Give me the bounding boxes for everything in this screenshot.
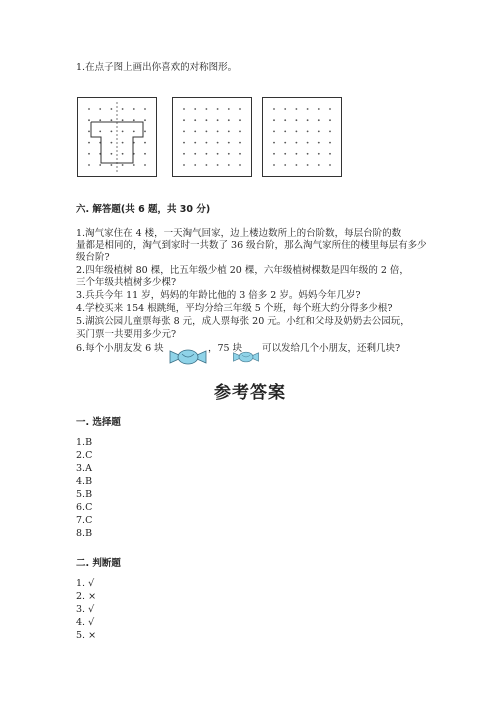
question-1-text: 1.在点子图上画出你喜欢的对称图形。 xyxy=(76,62,238,73)
grid-dot xyxy=(111,153,113,155)
grid-dot xyxy=(133,164,135,166)
judge-answer: 3. √ xyxy=(76,604,95,615)
grid-dot xyxy=(194,131,196,133)
judge-heading: 二. 判断题 xyxy=(76,558,121,569)
grid-dot xyxy=(239,142,241,144)
grid-dot xyxy=(307,164,309,166)
choice-answer: 5.B xyxy=(76,489,93,500)
grid-dot xyxy=(228,108,230,110)
section-6-heading: 六. 解答题(共 6 题，共 30 分) xyxy=(76,204,211,215)
grid-dot xyxy=(99,164,101,166)
grid-dot xyxy=(329,142,331,144)
grid-dot xyxy=(122,164,124,166)
grid-dot xyxy=(273,131,275,133)
dot-grid-blank-1 xyxy=(172,97,252,177)
grid-dot xyxy=(206,131,208,133)
choice-answer: 4.B xyxy=(76,476,93,487)
grid-dot xyxy=(122,153,124,155)
grid-dot xyxy=(239,119,241,121)
grid-dot xyxy=(206,142,208,144)
grid-dot xyxy=(329,164,331,166)
grid-dot xyxy=(296,142,298,144)
problem-line: 买门票一共要用多少元? xyxy=(76,329,177,340)
grid-dot xyxy=(273,153,275,155)
grid-dot xyxy=(206,108,208,110)
grid-dot xyxy=(296,153,298,155)
grid-dot xyxy=(329,108,331,110)
dot-grid-drawn xyxy=(77,97,157,177)
problem-line: 级台阶? xyxy=(76,252,110,263)
choice-answer: 8.B xyxy=(76,528,93,539)
grid-dot xyxy=(144,153,146,155)
grid-dot xyxy=(88,153,90,155)
grid-dot xyxy=(183,119,185,121)
grid-dot xyxy=(133,131,135,133)
grid-dot xyxy=(144,142,146,144)
grid-dot xyxy=(183,108,185,110)
grid-dot xyxy=(296,108,298,110)
grid-dot xyxy=(217,142,219,144)
grid-dot xyxy=(318,142,320,144)
grid-dot xyxy=(183,142,185,144)
grid-dot xyxy=(122,108,124,110)
grid-dot xyxy=(217,108,219,110)
grid-dot xyxy=(183,153,185,155)
grid-dot xyxy=(296,131,298,133)
grid-dot xyxy=(183,164,185,166)
grid-dot xyxy=(88,119,90,121)
grid-dot xyxy=(122,119,124,121)
grid-dot xyxy=(273,108,275,110)
grid-dot xyxy=(284,119,286,121)
grid-dot xyxy=(284,131,286,133)
grid-dot xyxy=(239,108,241,110)
grid-dot xyxy=(239,153,241,155)
grid-dot xyxy=(122,131,124,133)
grid-dot xyxy=(318,119,320,121)
problem-line: 2.四年级植树 80 棵，比五年级少植 20 棵，六年级植树棵数是四年级的 2 倍， xyxy=(76,265,409,276)
grid-dot xyxy=(217,119,219,121)
grid-dot xyxy=(318,153,320,155)
answer-title: 参考答案 xyxy=(214,383,286,403)
grid-dot xyxy=(144,108,146,110)
grid-dot xyxy=(194,164,196,166)
problem-line: 三个年级共植树多少棵? xyxy=(76,277,177,288)
grid-dot xyxy=(88,142,90,144)
grid-dot xyxy=(284,164,286,166)
grid-dot xyxy=(133,108,135,110)
choice-answer: 3.A xyxy=(76,463,92,474)
grid-dot xyxy=(239,164,241,166)
grid-dot xyxy=(133,119,135,121)
grid-dot xyxy=(296,119,298,121)
grid-dot xyxy=(111,108,113,110)
grid-dot xyxy=(99,119,101,121)
grid-dot xyxy=(318,131,320,133)
grid-dot xyxy=(144,131,146,133)
grid-dot xyxy=(206,119,208,121)
grid-dot xyxy=(111,131,113,133)
choice-answer: 7.C xyxy=(76,515,93,526)
choice-answer: 1.B xyxy=(76,437,93,448)
grid-dot xyxy=(88,108,90,110)
grid-dot xyxy=(194,142,196,144)
grid-dot xyxy=(228,153,230,155)
grid-dot xyxy=(228,131,230,133)
grid-dot xyxy=(307,131,309,133)
grid-dot xyxy=(194,108,196,110)
grid-dot xyxy=(307,119,309,121)
grid-dot xyxy=(99,131,101,133)
grid-dot xyxy=(111,119,113,121)
grid-dot xyxy=(307,108,309,110)
grid-dot xyxy=(273,164,275,166)
problem-6-part2: ，75 块 xyxy=(208,343,243,354)
problem-line: 4.学校买来 154 根跳绳，平均分给三年级 5 个班，每个班大约分得多少根? xyxy=(76,303,393,314)
grid-dot xyxy=(183,131,185,133)
grid-dot xyxy=(273,142,275,144)
grid-dot xyxy=(318,108,320,110)
grid-dot xyxy=(228,119,230,121)
grid-dot xyxy=(284,153,286,155)
problem-line: 5.湖滨公园儿童票每张 8 元，成人票每张 20 元。小红和父母及奶奶去公园玩， xyxy=(76,316,410,327)
grid-dot xyxy=(296,164,298,166)
judge-answer: 4. √ xyxy=(76,617,95,628)
choice-answer: 6.C xyxy=(76,502,93,513)
judge-answer: 5. × xyxy=(76,630,97,641)
grid-dot xyxy=(206,153,208,155)
grid-dot xyxy=(329,131,331,133)
grid-dot xyxy=(329,153,331,155)
grid-dot xyxy=(307,142,309,144)
grid-dot xyxy=(217,153,219,155)
grid-dot xyxy=(217,131,219,133)
judge-answer: 1. √ xyxy=(76,578,95,589)
problem-line: 量都是相同的，淘气到家时一共数了 36 级台阶，那么淘气家所住的楼里每层有多少 xyxy=(76,240,427,251)
grid-dot xyxy=(88,164,90,166)
grid-dot xyxy=(318,164,320,166)
grid-dot xyxy=(194,119,196,121)
grid-dot xyxy=(284,108,286,110)
choice-answer: 2.C xyxy=(76,450,93,461)
grid-dot xyxy=(144,119,146,121)
candy-icon xyxy=(168,347,208,367)
grid-dot xyxy=(194,153,196,155)
grid-dot xyxy=(329,119,331,121)
grid-dot xyxy=(206,164,208,166)
problem-6-part1: 6.每个小朋友发 6 块 xyxy=(76,343,164,354)
problem-line: 3.兵兵今年 11 岁，妈妈的年龄比他的 3 倍多 2 岁。妈妈今年几岁? xyxy=(76,290,361,301)
grid-dot xyxy=(111,164,113,166)
grid-dot xyxy=(307,153,309,155)
judge-answer: 2. × xyxy=(76,591,97,602)
grid-dot xyxy=(111,142,113,144)
grid-dot xyxy=(217,164,219,166)
dot-grid-blank-2 xyxy=(262,97,342,177)
grid-dot xyxy=(228,142,230,144)
grid-dot xyxy=(273,119,275,121)
grid-dot xyxy=(239,131,241,133)
choice-heading: 一. 选择题 xyxy=(76,417,121,428)
grid-dot xyxy=(284,142,286,144)
grid-dot xyxy=(99,108,101,110)
grid-dot xyxy=(88,131,90,133)
candy-icon xyxy=(232,347,260,367)
grid-dot xyxy=(228,164,230,166)
grid-dot xyxy=(122,142,124,144)
grid-dot xyxy=(144,164,146,166)
problem-6-part3: 可以发给几个小朋友，还剩几块? xyxy=(262,343,401,354)
problem-line: 1.淘气家住在 4 楼，一天淘气回家，边上楼边数所上的台阶数，每层台阶的数 xyxy=(76,228,402,239)
